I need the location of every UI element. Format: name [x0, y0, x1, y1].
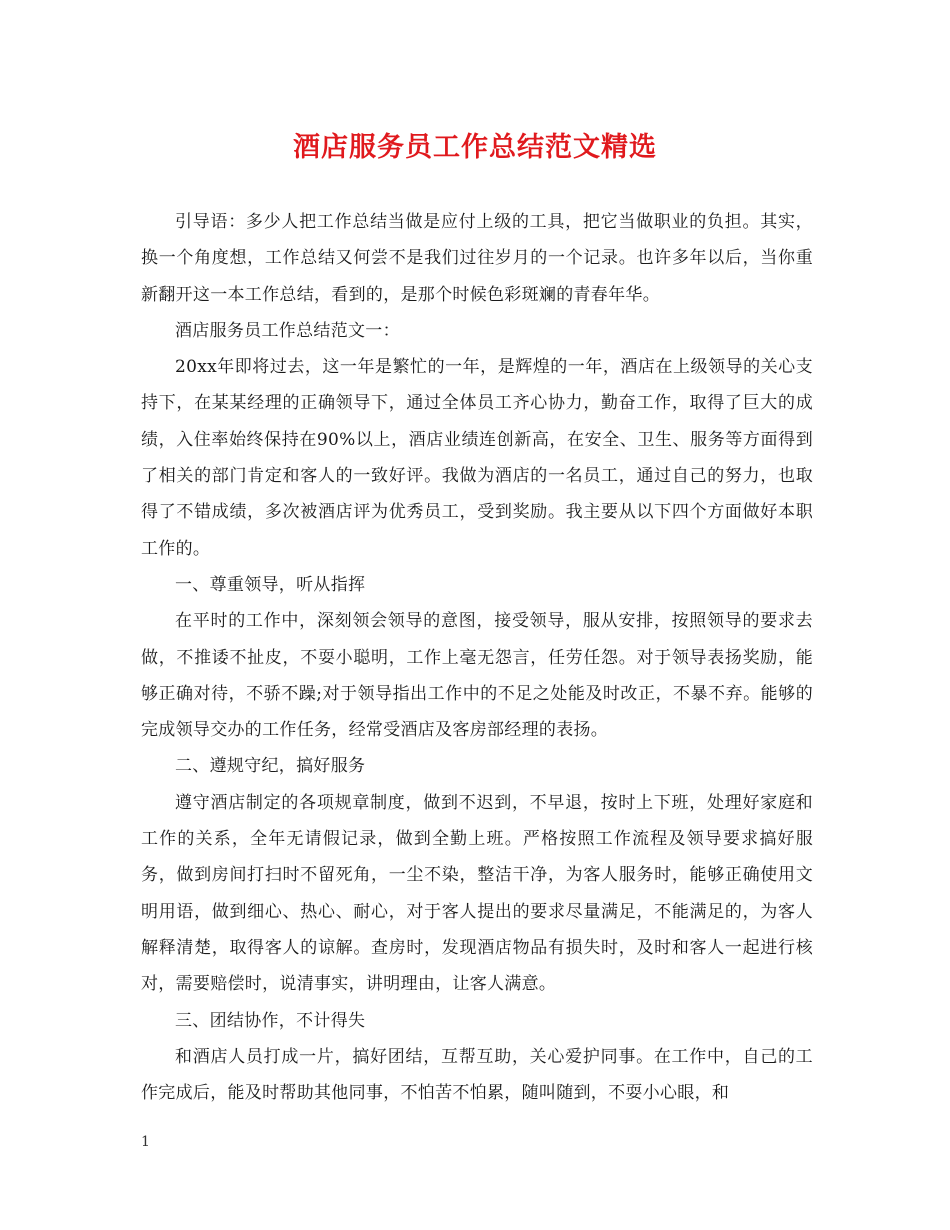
body-paragraph: 和酒店人员打成一片，搞好团结，互帮互助，关心爱护同事。在工作中，自己的工作完成后，能及时帮助其他同事，不怕苦不怕累，随叫随到，不耍小心眼，和: [141, 1046, 813, 1104]
document-body: [141, 204, 813, 1111]
section-heading-one: 一、尊重领导，听从指挥: [175, 574, 366, 595]
body-paragraph: 遵守酒店制定的各项规章制度，做到不迟到，不早退，按时上下班，处理好家庭和工作的关系，全年无请假记录，做到全勤上班。严格按照工作流程及领导要求搞好服务，做到房间打扫时不留死角，一尘不染，整洁干净，为客人服务时，能够正确使用文明用语，做到细心、热心、耐心，对于客人提出的要求尽量满足，不能满足的，为客人解释清楚，取得客人的谅解。查房时，发现酒店物品有损失时，及时和客人一起进行核对，需要赔偿时，说清事实，讲明理由，让客人满意。: [141, 792, 813, 995]
page-number: 1: [141, 1134, 150, 1150]
body-paragraph: 20xx年即将过去，这一年是繁忙的一年，是辉煌的一年，酒店在上级领导的关心支持下，在某某经理的正确领导下，通过全体员工齐心协力，勤奋工作，取得了巨大的成绩，入住率始终保持在90%以上，酒店业绩连创新高，在安全、卫生、服务等方面得到了相关的部门肯定和客人的一致好评。我做为酒店的一名员工，通过自己的努力，也取得了不错成绩，多次被酒店评为优秀员工，受到奖励。我主要从以下四个方面做好本职工作的。: [141, 357, 813, 559]
section-heading-three: 三、团结协作，不计得失: [175, 1010, 366, 1031]
section-heading-sample-one: 酒店服务员工作总结范文一：: [175, 320, 400, 341]
body-paragraph: 在平时的工作中，深刻领会领导的意图，接受领导，服从安排，按照领导的要求去做，不推诿不扯皮，不耍小聪明，工作上毫无怨言，任劳任怨。对于领导表扬奖励，能够正确对待，不骄不躁;对于领导指出工作中的不足之处能及时改正，不暴不弃。能够的完成领导交办的工作任务，经常受酒店及客房部经理的表扬。: [141, 611, 813, 741]
document-title: 酒店服务员工作总结范文精选: [293, 132, 657, 163]
section-heading-two: 二、遵规守纪，搞好服务: [175, 756, 366, 777]
intro-paragraph: 引导语：多少人把工作总结当做是应付上级的工具，把它当做职业的负担。其实，换一个角度想，工作总结又何尝不是我们过往岁月的一个记录。也许多年以后，当你重新翻开这一本工作总结，看到的，是那个时候色彩斑斓的青春年华。: [141, 212, 813, 305]
